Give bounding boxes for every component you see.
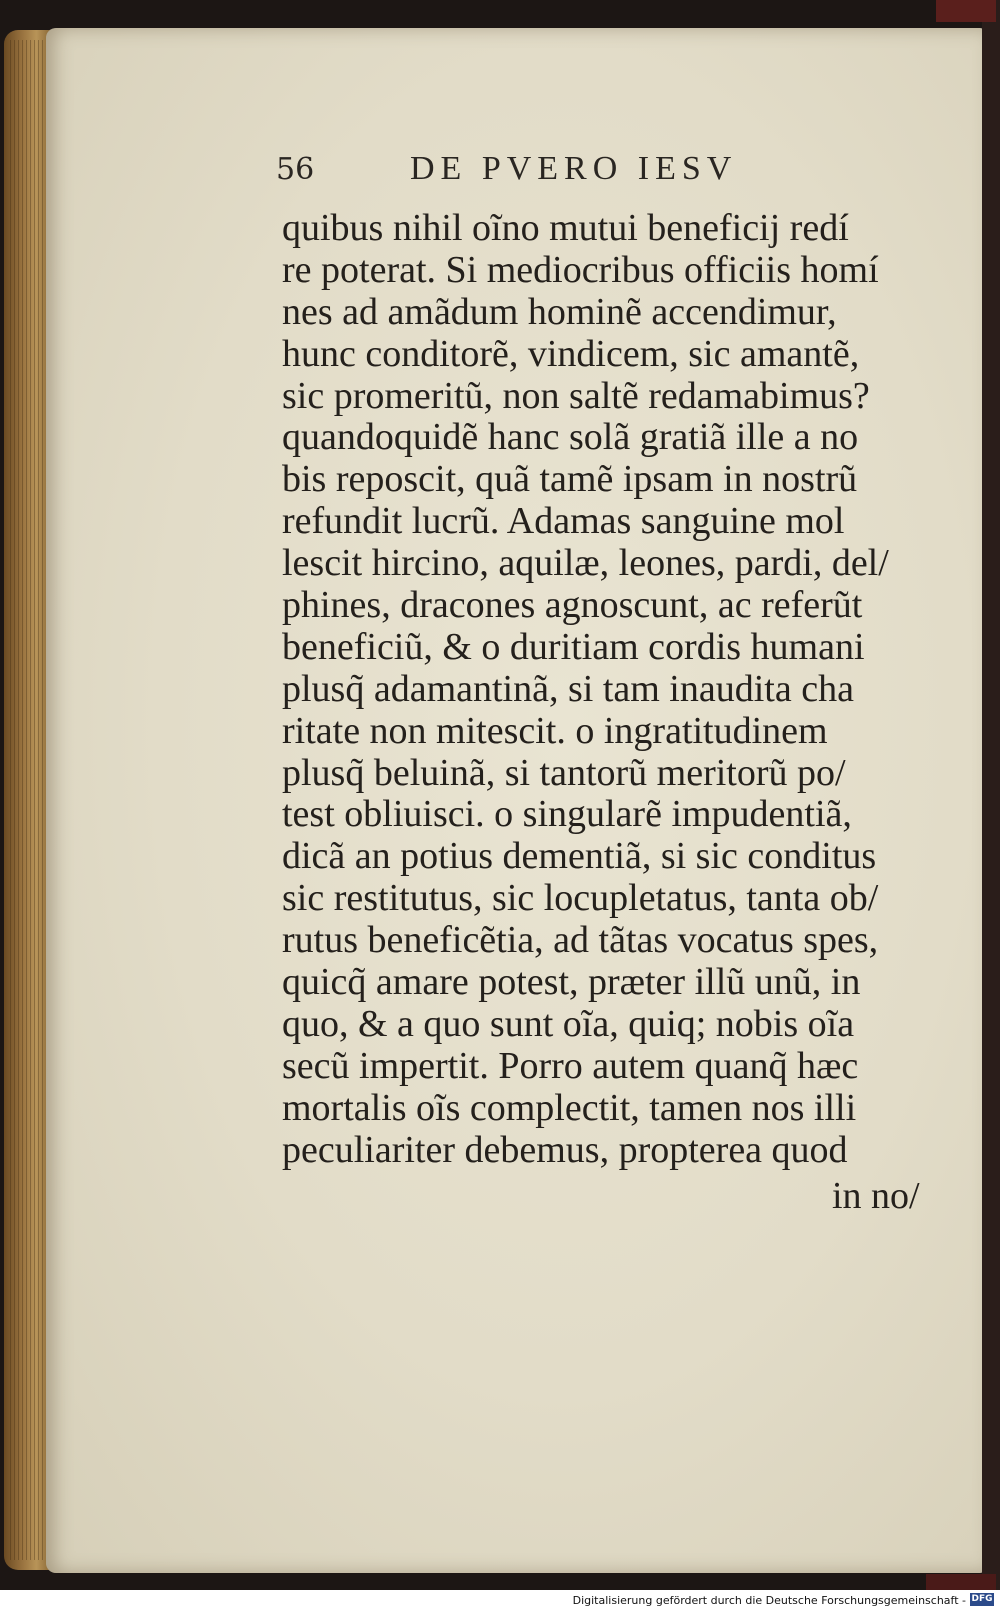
- text-line: quicq̃ amare potest, præter illũ unũ, in: [282, 961, 861, 1004]
- text-line: plusq̃ adamantinã, si tam inaudita cha: [282, 667, 854, 710]
- text-line: bis reposcit, quã tamẽ ipsam in nostrũ: [282, 458, 858, 501]
- page-header: [276, 150, 916, 194]
- body-text: [282, 208, 942, 1171]
- text-line: sic restitutus, sic locupletatus, tanta ob/: [282, 877, 879, 920]
- text-line: nes ad amãdum hominẽ accendimur,: [282, 290, 837, 333]
- text-line: beneficiũ, & o duritiam cordis humani: [282, 625, 865, 668]
- text-line: secũ impertit. Porro autem quanq̃ hæc: [282, 1044, 859, 1087]
- page-edge-lines: [10, 40, 50, 1560]
- text-line: re poterat. Si mediocribus officiis homí: [282, 248, 879, 291]
- digitization-credit: Digitalisierung gefördert durch die Deutsche Forschungsgemeinschaft -: [572, 1594, 966, 1607]
- text-line: phines, dracones agnoscunt, ac referũt: [282, 584, 863, 627]
- page-number: 56: [276, 152, 315, 187]
- text-line: sic promeritũ, non saltẽ redamabimus?: [282, 374, 870, 417]
- corner-marker-bottom: [926, 1574, 996, 1590]
- text-line: ritate non mitescit. o ingratitudinem: [282, 709, 828, 752]
- text-line: dicã an potius dementiã, si sic conditus: [282, 835, 877, 878]
- text-line: lescit hircino, aquilæ, leones, pardi, del/: [282, 542, 889, 585]
- text-line: peculiariter debemus, propterea quod: [282, 1128, 848, 1171]
- text-line: mortalis oĩs complectit, tamen nos illi: [282, 1086, 857, 1129]
- text-line: quo, & a quo sunt oĩa, quiq; nobis oĩa: [282, 1002, 855, 1045]
- text-line: quibus nihil oĩno mutui beneficij redí: [282, 207, 849, 249]
- text-line: rutus beneficẽtia, ad tãtas vocatus spes,: [282, 919, 879, 962]
- catchword: in no/: [832, 1175, 920, 1217]
- right-border: [982, 0, 1000, 1590]
- corner-marker-top: [936, 0, 996, 22]
- text-line: refundit lucrũ. Adamas sanguine mol: [282, 500, 845, 543]
- text-line: hunc conditorẽ, vindicem, sic amantẽ,: [282, 332, 860, 375]
- running-title: DE PVERO IESV: [410, 150, 738, 187]
- dfg-badge: DFG: [971, 1594, 993, 1604]
- text-line: quandoquidẽ hanc solã gratiã ille a no: [282, 416, 859, 459]
- text-line: plusq̃ beluinã, si tantorũ meritorũ po/: [282, 751, 846, 794]
- text-line: test obliuisci. o singularẽ impudentiã,: [282, 793, 852, 836]
